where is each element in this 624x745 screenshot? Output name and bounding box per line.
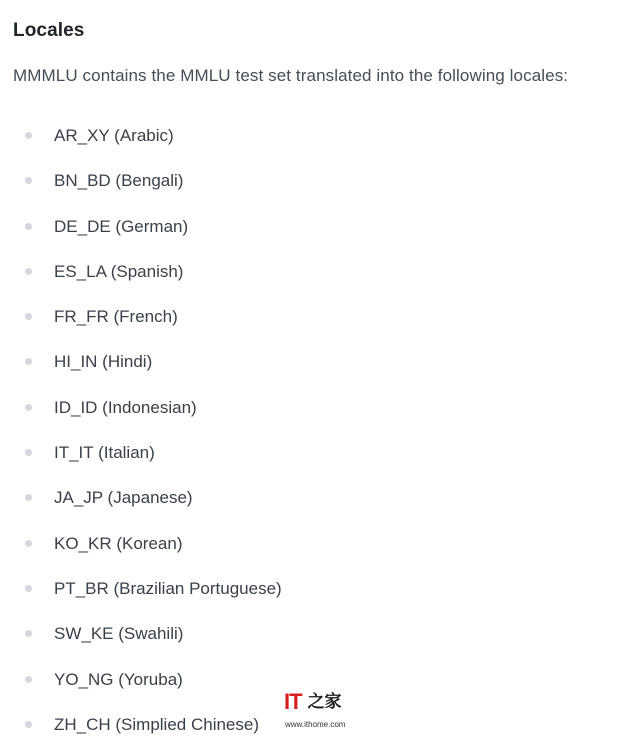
- locale-label: SW_KE (Swahili): [54, 624, 184, 643]
- bullet-icon: [25, 177, 32, 184]
- bullet-icon: [25, 540, 32, 547]
- locale-label: ZH_CH (Simplied Chinese): [54, 715, 260, 734]
- bullet-icon: [25, 268, 32, 275]
- ithome-watermark: [284, 690, 356, 734]
- bullet-icon: [25, 721, 32, 728]
- bullet-icon: [25, 449, 32, 456]
- locale-label: ES_LA (Spanish): [54, 262, 184, 281]
- bullet-icon: [25, 494, 32, 501]
- locale-label: IT_IT (Italian): [54, 443, 155, 462]
- bullet-icon: [25, 132, 32, 139]
- ithome-logo: [284, 690, 342, 714]
- locale-label: PT_BR (Brazilian Portuguese): [54, 579, 282, 598]
- bullet-icon: [25, 585, 32, 592]
- locale-label: YO_NG (Yoruba): [54, 670, 183, 689]
- locale-label: JA_JP (Japanese): [54, 488, 193, 507]
- bullet-icon: [25, 404, 32, 411]
- logo-mark: 之家: [307, 692, 342, 712]
- intro-paragraph: MMMLU contains the MMLU test set translated into the following locales:: [13, 66, 569, 85]
- bullet-icon: [25, 223, 32, 230]
- watermark-url: www.ithome.com: [285, 720, 346, 729]
- locale-label: HI_IN (Hindi): [54, 352, 153, 371]
- locale-label: KO_KR (Korean): [54, 534, 183, 553]
- locale-label: BN_BD (Bengali): [54, 171, 184, 190]
- bullet-icon: [25, 313, 32, 320]
- locale-label: AR_XY (Arabic): [54, 126, 174, 145]
- locale-label: DE_DE (German): [54, 217, 189, 236]
- bullet-icon: [25, 358, 32, 365]
- section-heading: Locales: [13, 19, 85, 41]
- logo-text: IT: [284, 689, 302, 714]
- bullet-icon: [25, 630, 32, 637]
- locale-label: FR_FR (French): [54, 307, 178, 326]
- bullet-icon: [25, 676, 32, 683]
- locale-label: ID_ID (Indonesian): [54, 398, 197, 417]
